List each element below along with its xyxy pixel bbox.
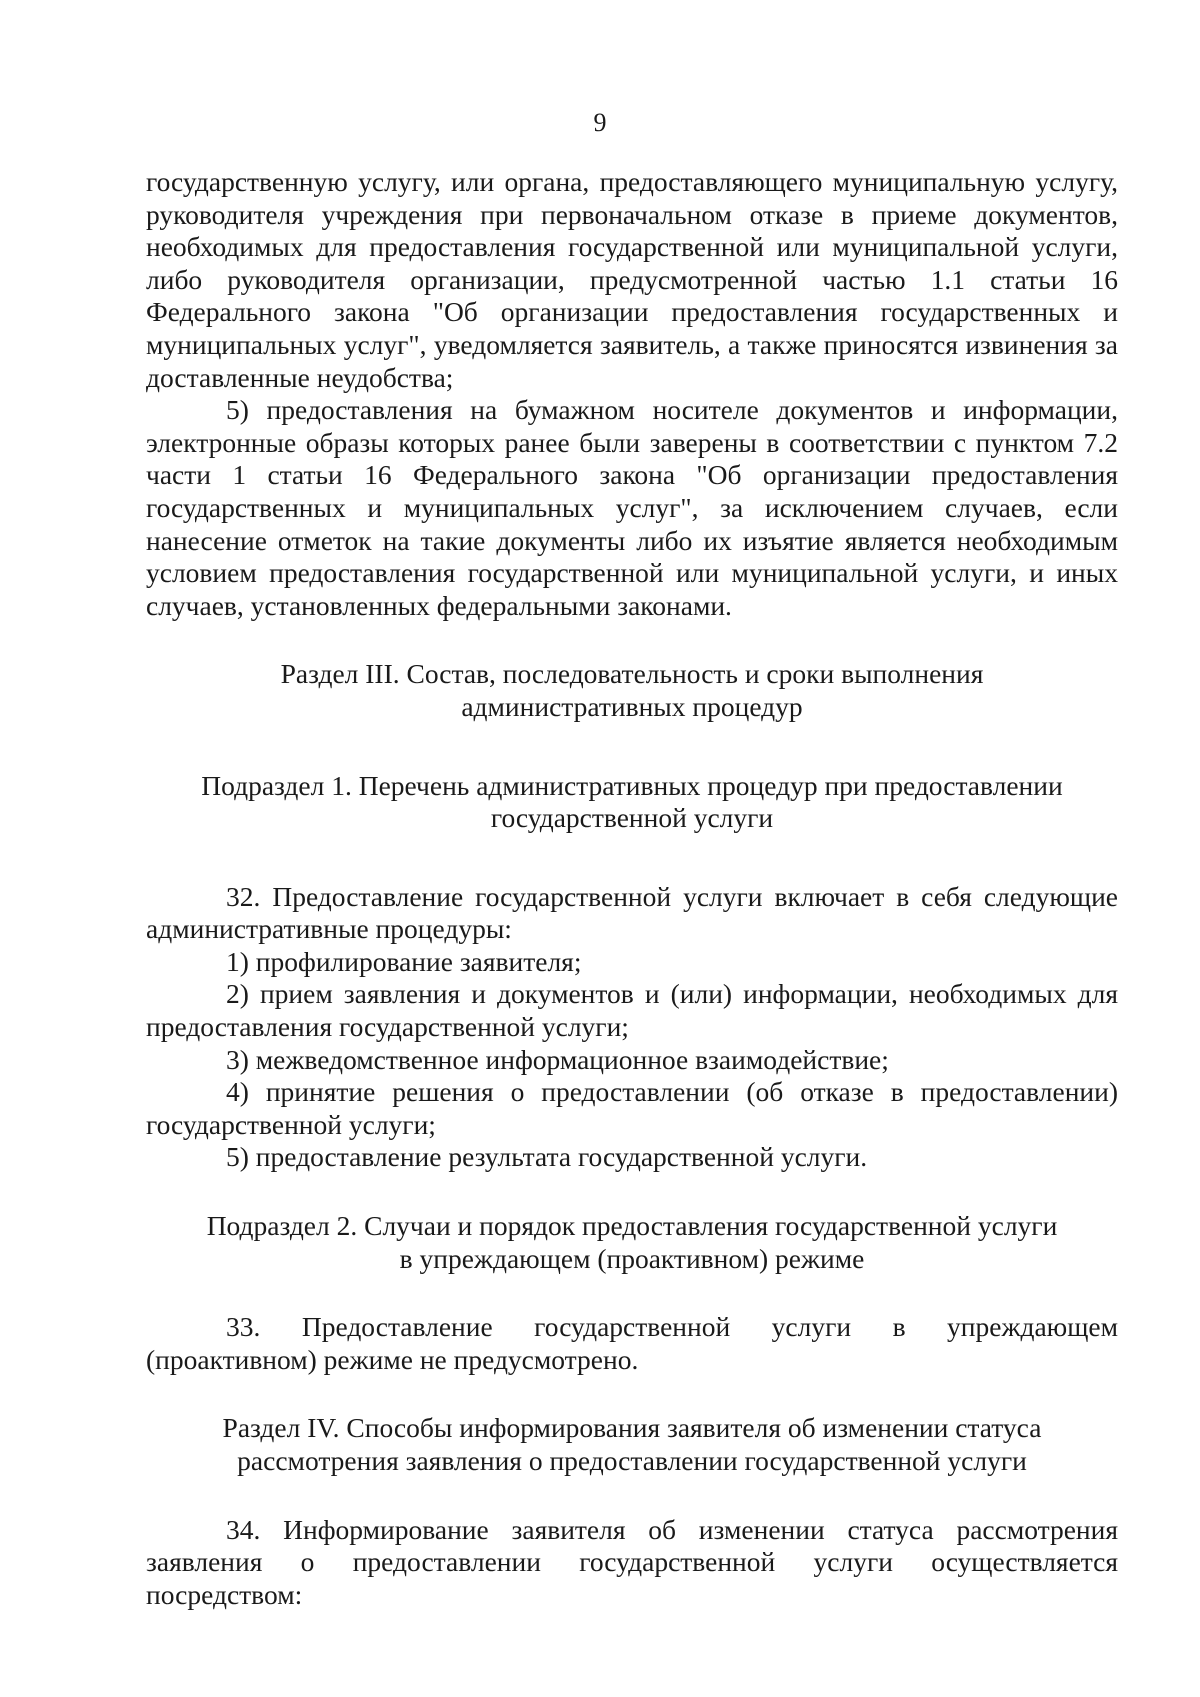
- paragraph-33: 33. Предоставление государственной услуги в упреждающем (проактивном) режиме не предусмотрено.: [146, 1311, 1118, 1375]
- list-item: 2) прием заявления и документов и (или) информации, необходимых для предоставления государственной услуги;: [146, 978, 1118, 1043]
- subsection-heading-1-line-1: Подраздел 1. Перечень административных процедур при предоставлении: [201, 769, 1063, 801]
- paragraph-item-5: 5) предоставления на бумажном носителе документов и информации, электронные образы которых ранее были заверены в соответствии с пунктом 7.2 части 1 статьи 16 Федерального закона "Об организации предоставления государственных и муниципальных услуг", за исключением случаев, если нанесение отметок на такие документы либо их изъятие является необходимым условием предоставления государственной или муниципальной услуги, и иных случаев, установленных федеральными законами.: [146, 394, 1118, 621]
- list-item: 5) предоставление результата государственной услуги.: [226, 1141, 868, 1173]
- list-item: 1) профилирование заявителя;: [226, 945, 582, 977]
- subsection-heading-2-line-2: в упреждающем (проактивном) режиме: [399, 1242, 865, 1274]
- list-item: 4) принятие решения о предоставлении (об отказе в предоставлении) государственной услуги;: [146, 1076, 1118, 1140]
- subsection-heading-2-line-1: Подраздел 2. Случаи и порядок предоставления государственной услуги: [206, 1210, 1058, 1242]
- section-heading-iv-line-1: Раздел IV. Способы информирования заявителя об изменении статуса: [222, 1412, 1042, 1444]
- paragraph-32: 32. Предоставление государственной услуги включает в себя следующие административные процедуры:: [146, 880, 1118, 945]
- paragraph-intro: государственную услугу, или органа, предоставляющего муниципальную услугу, руководителя учреждения при первоначальном отказе в приеме документов, необходимых для предоставления государственной или муниципальной услуги, либо руководителя организации, предусмотренной частью 1.1 статьи 16 Федерального закона "Об организации предоставления государственных и муниципальных услуг", уведомляется заявитель, а также приносятся извинения за доставленные неудобства;: [146, 166, 1118, 393]
- section-heading-iv-line-2: рассмотрения заявления о предоставлении государственной услуги: [237, 1445, 1027, 1476]
- list-item: 3) межведомственное информационное взаимодействие;: [226, 1043, 889, 1075]
- document-body: [146, 166, 1118, 1611]
- subsection-heading-1-line-2: государственной услуги: [490, 802, 774, 834]
- section-heading-iii-line-2: административных процедур: [461, 690, 803, 722]
- section-heading-iii-line-1: Раздел III. Состав, последовательность и сроки выполнения: [280, 658, 984, 690]
- paragraph-34: 34. Информирование заявителя об изменении статуса рассмотрения заявления о предоставлении государственной услуги осуществляется посредством:: [146, 1513, 1118, 1610]
- page-number: 9: [593, 108, 607, 137]
